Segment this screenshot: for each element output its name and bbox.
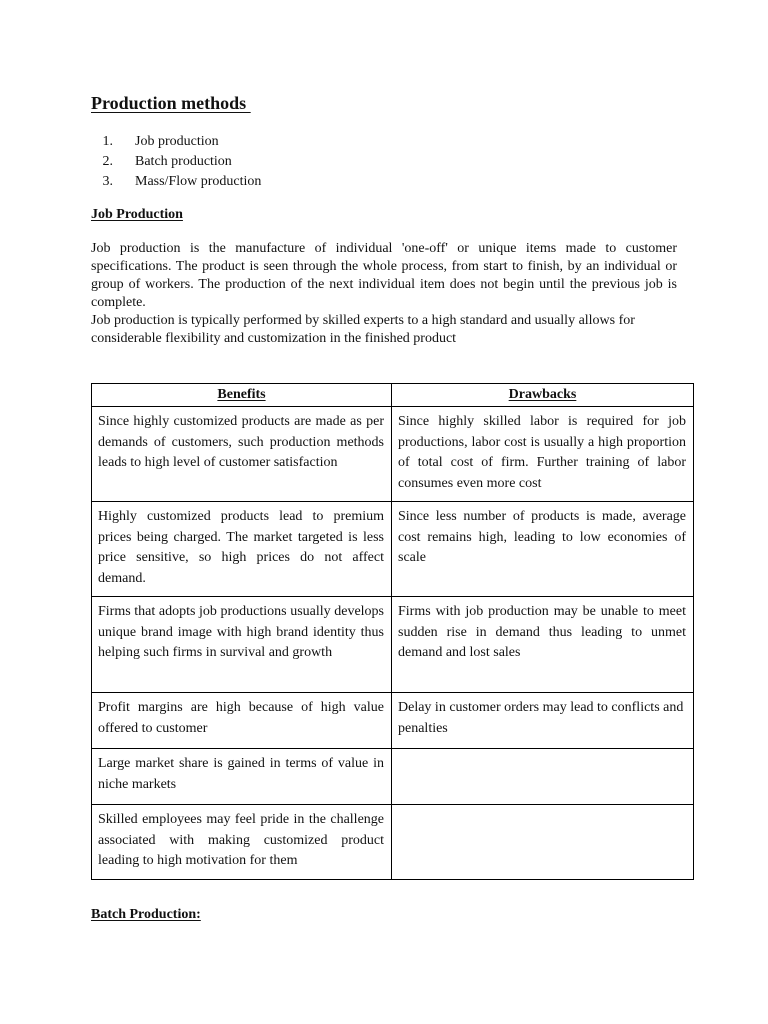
table-row	[92, 693, 694, 749]
table-row	[92, 749, 694, 805]
list-item	[91, 172, 261, 192]
page-title: Production methods	[91, 93, 251, 113]
benefit-cell: Profit margins are high because of high value offered to customer	[92, 693, 392, 749]
list-item	[91, 152, 261, 172]
drawback-cell: Since less number of products is made, average cost remains high, leading to low economies of scale	[392, 502, 694, 597]
drawback-cell	[392, 749, 694, 805]
production-methods-list	[91, 132, 261, 192]
list-number: 3.	[102, 174, 113, 189]
benefit-cell: Highly customized products lead to premium prices being charged. The market targeted is less price sensitive, so high prices do not affect demand.	[92, 502, 392, 597]
benefit-cell: Firms that adopts job productions usually develops unique brand image with high brand identity thus helping such firms in survival and growth	[92, 597, 392, 693]
benefit-cell: Since highly customized products are made as per demands of customers, such production methods leads to high level of customer satisfaction	[92, 407, 392, 502]
benefit-cell: Skilled employees may feel pride in the challenge associated with making customized product leading to high motivation for them	[92, 805, 392, 880]
list-item	[91, 132, 261, 152]
list-item-label: Job production	[135, 134, 219, 149]
list-number: 1.	[102, 134, 113, 149]
benefits-drawbacks-table	[91, 383, 694, 880]
table-row	[92, 597, 694, 693]
table-row	[92, 805, 694, 880]
table-header-row	[92, 384, 694, 407]
benefit-cell: Large market share is gained in terms of value in niche markets	[92, 749, 392, 805]
drawback-cell	[392, 805, 694, 880]
table-row	[92, 407, 694, 502]
job-production-heading: Job Production	[91, 207, 183, 222]
list-item-label: Mass/Flow production	[135, 174, 262, 189]
drawbacks-column-header: Drawbacks	[392, 384, 694, 407]
drawback-cell: Delay in customer orders may lead to conflicts and penalties	[392, 693, 694, 749]
drawback-cell: Firms with job production may be unable to meet sudden rise in demand thus leading to unmet demand and lost sales	[392, 597, 694, 693]
job-production-paragraph-1: Job production is the manufacture of individual 'one-off' or unique items made to customer specifications. The product is seen through the whole process, from start to finish, by an individual or group of workers. The production of the next individual item does not begin until the previous job is complete.	[91, 241, 677, 310]
table-row	[92, 502, 694, 597]
drawback-cell: Since highly skilled labor is required for job productions, labor cost is usually a high proportion of total cost of firm. Further training of labor consumes even more cost	[392, 407, 694, 502]
benefits-column-header: Benefits	[92, 384, 392, 407]
list-item-label: Batch production	[135, 154, 232, 169]
batch-production-heading: Batch Production:	[91, 907, 201, 922]
job-production-paragraph-2: Job production is typically performed by skilled experts to a high standard and usually allows for considerable flexibility and customization in the finished product	[91, 313, 635, 346]
list-number: 2.	[102, 154, 113, 169]
